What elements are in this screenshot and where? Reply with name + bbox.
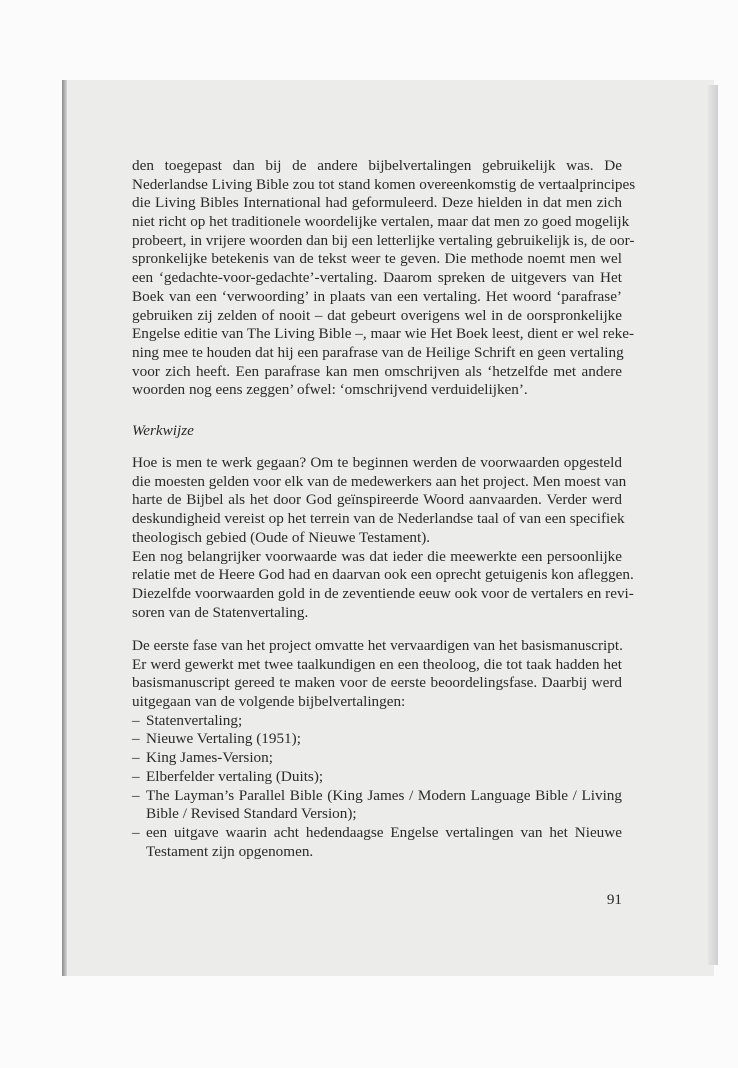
- list-item-line: King James-Version;: [146, 749, 273, 767]
- list-item: [132, 730, 622, 749]
- list-item-line: Bible / Revised Standard Version);: [146, 805, 357, 823]
- list-dash: –: [132, 767, 140, 785]
- paragraph-first-phase: [132, 637, 622, 712]
- text-line: theologisch gebied (Oude of Nieuwe Testament).: [132, 528, 431, 546]
- text-line: ning mee te houden dat hij een parafrase van de Heilige Schrift en geen vertaling: [132, 343, 624, 361]
- text-line: Engelse editie van The Living Bible –, maar wie Het Boek leest, dient er wel reke-: [132, 325, 635, 343]
- text-line: een ‘gedachte-voor-gedachte’-vertaling. Daarom spreken de uitgevers van Het: [132, 269, 622, 287]
- text-line: uitgegaan van de volgende bijbelvertalingen:: [132, 693, 406, 711]
- text-line: voor zich heeft. Een parafrase kan men omschrijven als ‘hetzelfde met andere: [132, 362, 622, 380]
- text-line: spronkelijke betekenis van de tekst weer te geven. Die methode noemt men wel: [132, 250, 622, 268]
- text-line: Er werd gewerkt met twee taalkundigen en een theoloog, die tot taak hadden het: [132, 655, 622, 673]
- text-line: gebruiken zij zelden of nooit – dat gebeurt overigens wel in de oorspronkelijke: [132, 306, 622, 324]
- paragraph-intro: [132, 157, 636, 400]
- text-line: niet richt op het traditionele woordelijke vertalen, maar dat men zo goed mogelijk: [132, 213, 630, 231]
- text-line: probeert, in vrijere woorden dan bij een letterlijke vertaling gebruikelijk is, de oor-: [132, 231, 635, 249]
- list-item-line: Statenvertaling;: [146, 711, 243, 729]
- page-number: 91: [606, 891, 622, 908]
- page-edge: [708, 85, 718, 965]
- translation-list: [132, 712, 622, 862]
- text-line: Een nog belangrijker voorwaarde was dat ieder die meewerkte een persoonlijke: [132, 547, 622, 565]
- list-item-line: Nieuwe Vertaling (1951);: [146, 730, 301, 748]
- text-line: Hoe is men te werk gegaan? Om te beginnen werden de voorwaarden opgesteld: [132, 454, 622, 471]
- list-item-line: Elberfelder vertaling (Duits);: [146, 767, 324, 785]
- text-line: den toegepast dan bij de andere bijbelvertalingen gebruikelijk was. De: [132, 157, 622, 174]
- text-line: deskundigheid vereist op het terrein van de Nederlandse taal of van een specifiek: [132, 510, 625, 528]
- text-line: die Living Bibles International had geformuleerd. Deze hielden in dat men zich: [132, 194, 622, 212]
- list-dash: –: [132, 749, 140, 767]
- text-line: relatie met de Heere God had en daarvan ook een oprecht getuigenis kon afleggen.: [132, 566, 634, 584]
- text-line: Boek van een ‘verwoording’ in plaats van een vertaling. Het woord ‘parafrase’: [132, 287, 622, 305]
- list-item: [132, 768, 622, 787]
- page-spine-shadow: [62, 80, 67, 976]
- text-line: basismanuscript gereed te maken voor de eerste beoordelingsfase. Daarbij werd: [132, 674, 622, 692]
- section-heading: Werkwijze: [132, 422, 194, 439]
- list-item: [132, 787, 622, 824]
- list-item-line: The Layman’s Parallel Bible (King James / Modern Language Bible / Living: [146, 786, 622, 804]
- text-line: die moesten gelden voor elk van de medewerkers aan het project. Men moest van: [132, 472, 627, 490]
- list-dash: –: [132, 823, 140, 841]
- text-line: harte de Bijbel als het door God geïnspireerde Woord aanvaarden. Verder werd: [132, 491, 622, 509]
- paragraph-conditions: [132, 547, 634, 623]
- text-line: Diezelfde voorwaarden gold in de zeventiende eeuw ook voor de vertalers en revi-: [132, 584, 634, 602]
- list-dash: –: [132, 730, 140, 748]
- text-line: De eerste fase van het project omvatte het vervaardigen van het basismanuscript.: [132, 637, 623, 654]
- paragraph-procedure: [132, 454, 627, 547]
- list-item-line: Testament zijn opgenomen.: [146, 842, 314, 860]
- text-line: soren van de Statenvertaling.: [132, 603, 309, 621]
- text-line: Nederlandse Living Bible zou tot stand komen overeenkomstig de vertaalprincipes: [132, 175, 636, 193]
- list-item: [132, 749, 622, 768]
- list-item: [132, 712, 622, 731]
- list-dash: –: [132, 786, 140, 804]
- list-item: [132, 824, 622, 861]
- list-dash: –: [132, 711, 140, 729]
- text-line: woorden nog eens zeggen’ ofwel: ‘omschrijvend verduidelijken’.: [132, 381, 528, 399]
- list-item-line: een uitgave waarin acht hedendaagse Engelse vertalingen van het Nieuwe: [146, 823, 622, 841]
